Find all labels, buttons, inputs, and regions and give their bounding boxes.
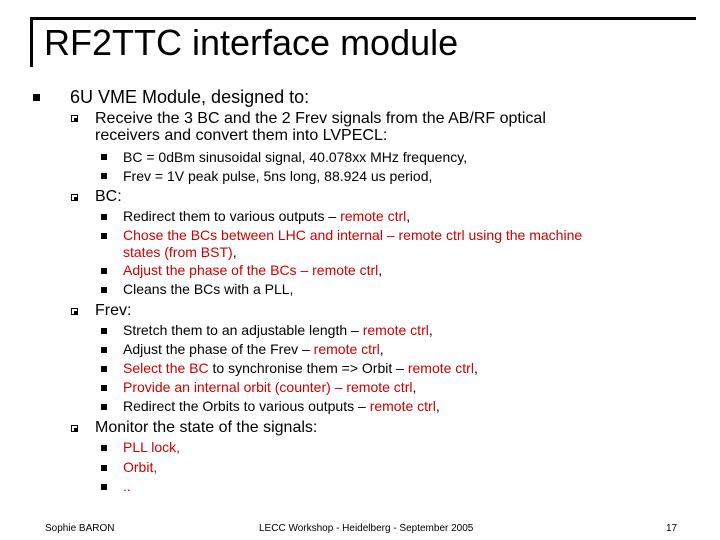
frev-item: Select the BC to synchronise them => Orbit – remote ctrl, [123, 360, 478, 376]
receive-text-cont: receivers and convert them into LVPECL: [95, 127, 388, 144]
bullet-square-icon [101, 385, 107, 391]
bullet-square-icon [101, 347, 107, 353]
bullet-square-icon [101, 328, 107, 334]
page-number: 17 [666, 523, 678, 534]
bullet-square-icon [101, 233, 107, 239]
bullet-hollow-square-icon [71, 425, 78, 432]
bullet-square-icon [101, 404, 107, 410]
bc-item-cont: states (from BST), [123, 244, 237, 260]
bullet-square-icon [101, 465, 107, 471]
frev-label: Frev: [95, 302, 132, 319]
intro-text: 6U VME Module, designed to: [70, 87, 310, 107]
receive-item: BC = 0dBm sinusoidal signal, 40.078xx MHz frequency, [123, 149, 468, 165]
frev-item: Provide an internal orbit (counter) – remote ctrl, [123, 379, 417, 395]
bc-item: Cleans the BCs with a PLL, [123, 281, 294, 297]
receive-item: Frev = 1V peak pulse, 5ns long, 88.924 us period, [123, 168, 433, 184]
bullet-square-icon [101, 214, 107, 220]
bullet-square-icon [101, 484, 107, 490]
bc-item: Adjust the phase of the BCs – remote ctrl, [123, 262, 383, 278]
bullet-square-icon [101, 154, 107, 160]
footer-event: LECC Workshop - Heidelberg - September 2005 [259, 523, 474, 534]
monitor-label: Monitor the state of the signals: [95, 419, 318, 436]
frev-item: Redirect the Orbits to various outputs – remote ctrl, [123, 398, 440, 414]
receive-text: Receive the 3 BC and the 2 Frev signals from the AB/RF optical [95, 110, 546, 127]
title-rule-horizontal [30, 17, 696, 20]
bullet-hollow-square-icon [71, 194, 78, 201]
bullet-hollow-square-icon [71, 308, 78, 315]
bullet-hollow-square-icon [71, 115, 78, 122]
frev-item: Adjust the phase of the Frev – remote ctrl, [123, 341, 384, 357]
footer-author: Sophie BARON [45, 523, 115, 534]
bullet-square-icon [101, 445, 107, 451]
bullet-square-icon [33, 94, 40, 101]
bullet-square-icon [101, 268, 107, 274]
bullet-square-icon [101, 173, 107, 179]
title-rule-vertical [30, 17, 33, 67]
monitor-item: Orbit, [123, 459, 158, 475]
slide-title: RF2TTC interface module [44, 22, 459, 63]
bc-item: Chose the BCs between LHC and internal – remote ctrl using the machine [123, 227, 583, 243]
monitor-item: PLL lock, [123, 439, 181, 455]
bullet-square-icon [101, 366, 107, 372]
frev-item: Stretch them to an adjustable length – remote ctrl, [123, 322, 433, 338]
bc-label: BC: [95, 188, 122, 205]
bullet-square-icon [101, 287, 107, 293]
monitor-item: .. [123, 478, 131, 494]
bc-item: Redirect them to various outputs – remote ctrl, [123, 208, 411, 224]
